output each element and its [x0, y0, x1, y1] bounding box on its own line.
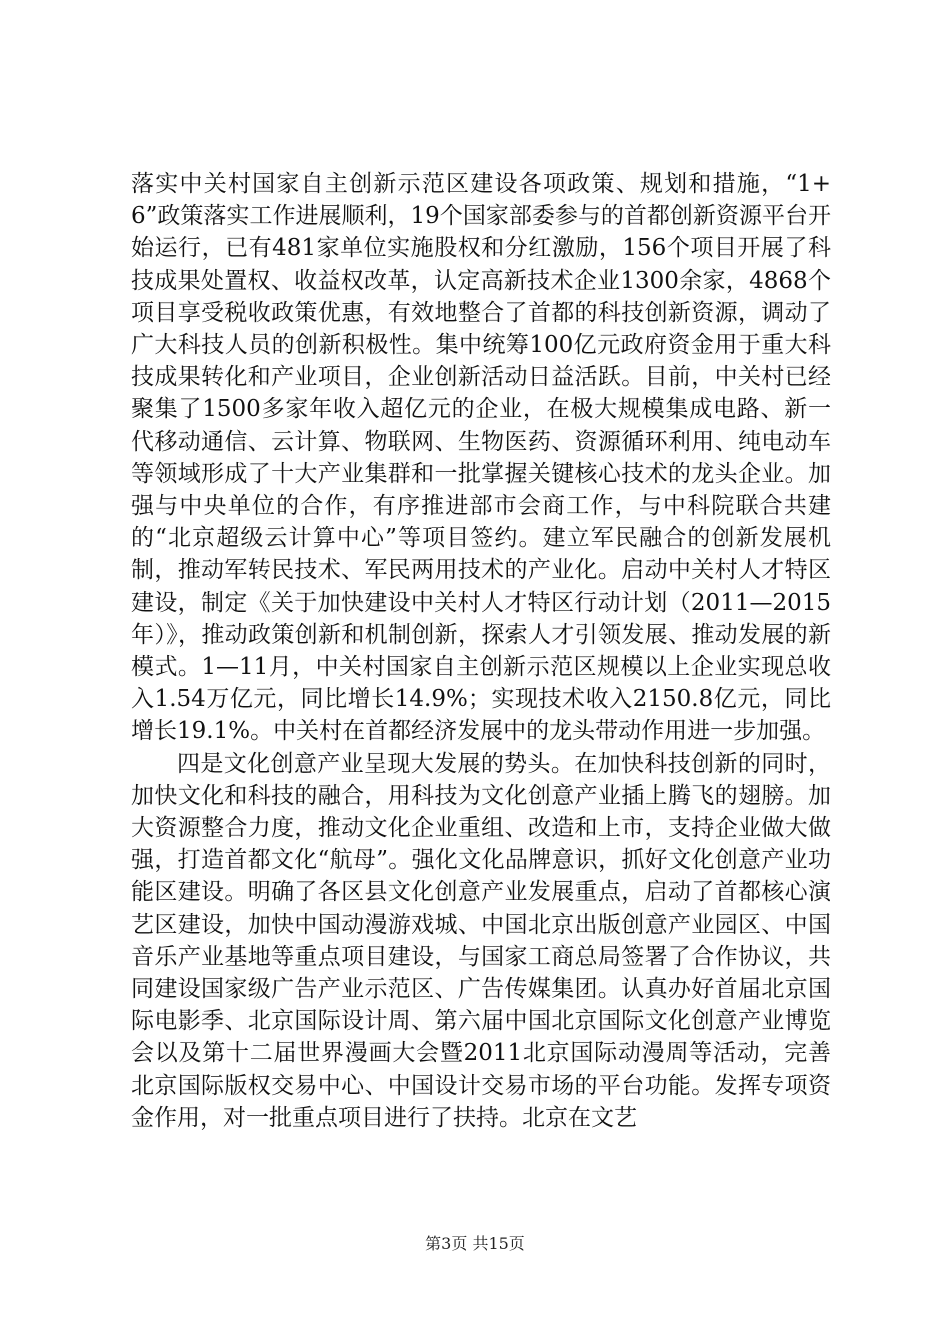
paragraph-cultural-industry: 四是文化创意产业呈现大发展的势头。在加快科技创新的同时，加快文化和科技的融合，用科技为文化创意产业插上腾飞的翅膀。加大资源整合力度，推动文化企业重组、改造和上市，支持企业做大做强，打造首都文化“航母”。强化文化品牌意识，抓好文化创意产业功能区建设。明确了各区县文化创意产业发展重点，启动了首都核心演艺区建设，加快中国动漫游戏城、中国北京出版创意产业园区、中国音乐产业基地等重点项目建设，与国家工商总局签署了合作协议，共同建设国家级广告产业示范区、广告传媒集团。认真办好首届北京国际电影季、北京国际设计周、第六届中国北京国际文化创意产业博览会以及第十二届世界漫画大会暨2011北京国际动漫周等活动，完善北京国际版权交易中心、中国设计交易市场的平台功能。发挥专项资金作用，对一批重点项目进行了扶持。北京在文艺 — [131, 750, 831, 1131]
paragraph-zhongguancun: 落实中关村国家自主创新示范区建设各项政策、规划和措施，“1+6”政策落实工作进展顺利，19个国家部委参与的首都创新资源平台开始运行，已有481家单位实施股权和分红激励，156个项目开展了科技成果处置权、收益权改革，认定高新技术企业1300余家，4868个项目享受税收政策优惠，有效地整合了首都的科技创新资源，调动了广大科技人员的创新积极性。集中统筹100亿元政府资金用于重大科技成果转化和产业项目，企业创新活动日益活跃。目前，中关村已经聚集了1500多家年收入超亿元的企业，在极大规模集成电路、新一代移动通信、云计算、物联网、生物医药、资源循环利用、纯电动车等领域形成了十大产业集群和一批掌握关键核心技术的龙头企业。加强与中央单位的合作，有序推进部市会商工作，与中科院联合共建的“北京超级云计算中心”等项目签约。建立军民融合的创新发展机制，推动军转民技术、军民两用技术的产业化。启动中关村人才特区建设，制定《关于加快建设中关村人才特区行动计划（2011—2015年）》，推动政策创新和机制创新，探索人才引领发展、推动发展的新模式。1—11月，中关村国家自主创新示范区规模以上企业实现总收入1.54万亿元，同比增长14.9%；实现技术收入2150.8亿元，同比增长19.1%。中关村在首都经济发展中的龙头带动作用进一步加强。 — [131, 171, 831, 745]
page-footer — [0, 1231, 950, 1254]
page-number: 第3页 共15页 — [425, 1234, 525, 1253]
document-body — [131, 168, 831, 1134]
